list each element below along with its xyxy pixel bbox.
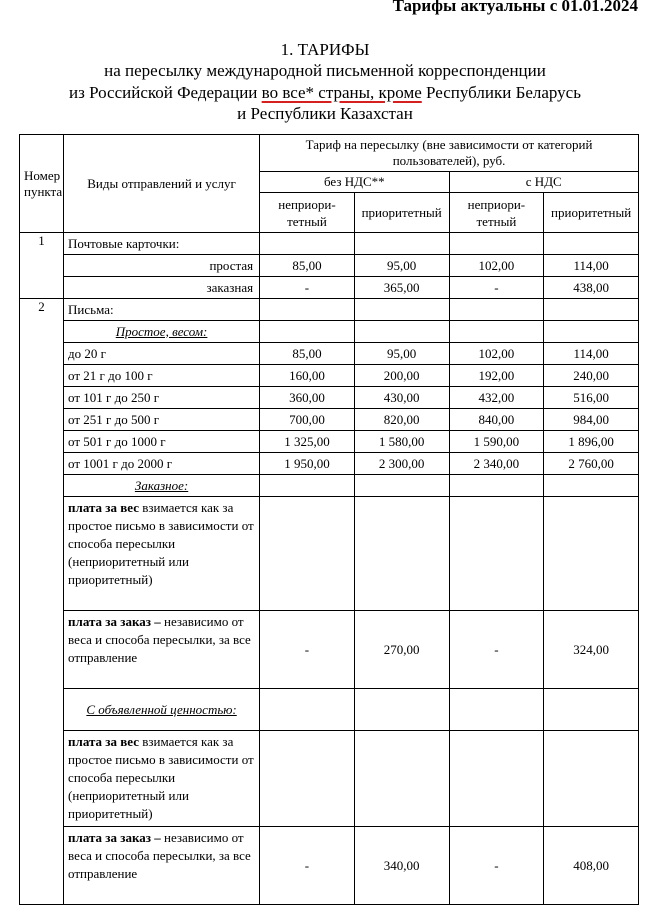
- table-row: [20, 255, 639, 277]
- section-title: 1. ТАРИФЫ: [280, 40, 370, 59]
- table-row: [20, 453, 639, 475]
- cell-value: 984,00: [544, 409, 639, 431]
- cell-value: 438,00: [544, 277, 639, 299]
- cell-value: 324,00: [544, 611, 639, 689]
- cell-value: 430,00: [354, 387, 449, 409]
- row-number: 2: [20, 299, 64, 905]
- table-row: [20, 611, 639, 689]
- table-row: [20, 233, 639, 255]
- row-label: простая: [64, 255, 260, 277]
- cell-value: 2 300,00: [354, 453, 449, 475]
- cell-value: 432,00: [449, 387, 544, 409]
- row-label: от 251 г до 500 г: [64, 409, 260, 431]
- row-description: плата за вес взимается как за простое письмо в зависимости от способа пересылки (неприоритетный или приоритетный): [64, 497, 260, 611]
- tariff-table: [19, 134, 639, 905]
- header-tariff: Тариф на пересылку (вне зависимости от категорий пользователей), руб.: [260, 135, 639, 172]
- table-row: [20, 343, 639, 365]
- cell-value: 95,00: [354, 343, 449, 365]
- cell-value: 240,00: [544, 365, 639, 387]
- cell-value: 1 950,00: [260, 453, 355, 475]
- cell-value: 408,00: [544, 827, 639, 905]
- subsection-title: Заказное:: [64, 475, 260, 497]
- row-label: до 20 г: [64, 343, 260, 365]
- row-label: от 101 г до 250 г: [64, 387, 260, 409]
- cell-value: 840,00: [449, 409, 544, 431]
- cell-value: 1 896,00: [544, 431, 639, 453]
- cell-value: -: [260, 277, 355, 299]
- subsection-title: Простое, весом:: [64, 321, 260, 343]
- header-types: Виды отправлений и услуг: [64, 135, 260, 233]
- table-row: [20, 365, 639, 387]
- cell-value: 1 325,00: [260, 431, 355, 453]
- subtitle-line-3: и Республики Казахстан: [237, 104, 413, 123]
- cell-value: 516,00: [544, 387, 639, 409]
- header-nonpriority: неприори-тетный: [260, 193, 355, 233]
- cell-value: 2 340,00: [449, 453, 544, 475]
- cell-value: 95,00: [354, 255, 449, 277]
- cell-value: 85,00: [260, 255, 355, 277]
- subtitle-line-1: на пересылку международной письменной корреспонденции: [104, 61, 546, 80]
- tariff-effective-date: Тарифы актуальны с 01.01.2024: [392, 0, 638, 15]
- cell-value: 1 590,00: [449, 431, 544, 453]
- cell-value: -: [449, 827, 544, 905]
- row-description: плата за вес взимается как за простое письмо в зависимости от способа пересылки (неприоритетный или приоритетный): [64, 731, 260, 827]
- highlighted-phrase: во все* страны, кроме: [261, 83, 422, 102]
- header-priority: приоритетный: [544, 193, 639, 233]
- cell-value: 102,00: [449, 255, 544, 277]
- header-number: Номер пункта: [20, 135, 64, 233]
- table-row: [20, 387, 639, 409]
- cell-value: 340,00: [354, 827, 449, 905]
- row-description: плата за заказ – независимо от веса и способа пересылки, за все отправление: [64, 611, 260, 689]
- header-nonpriority: неприори-тетный: [449, 193, 544, 233]
- cell-value: 360,00: [260, 387, 355, 409]
- table-row: [20, 689, 639, 731]
- cell-value: 102,00: [449, 343, 544, 365]
- subtitle-line-2: из Российской Федерации во все* страны, кроме Республики Беларусь: [69, 83, 581, 102]
- table-row: [20, 299, 639, 321]
- header-without-vat: без НДС**: [260, 172, 449, 193]
- subsection-title: С объявленной ценностью:: [64, 689, 260, 731]
- cell-value: -: [449, 611, 544, 689]
- row-label: заказная: [64, 277, 260, 299]
- table-row: [20, 409, 639, 431]
- row-description: плата за заказ – независимо от веса и способа пересылки, за все отправление: [64, 827, 260, 905]
- cell-value: 700,00: [260, 409, 355, 431]
- cell-value: 270,00: [354, 611, 449, 689]
- row-label: от 21 г до 100 г: [64, 365, 260, 387]
- row-title: Письма:: [64, 299, 260, 321]
- cell-value: 2 760,00: [544, 453, 639, 475]
- cell-value: -: [260, 611, 355, 689]
- cell-value: 192,00: [449, 365, 544, 387]
- cell-value: 200,00: [354, 365, 449, 387]
- row-label: от 501 г до 1000 г: [64, 431, 260, 453]
- cell-value: 820,00: [354, 409, 449, 431]
- table-row: [20, 497, 639, 611]
- table-row: [20, 731, 639, 827]
- cell-value: 85,00: [260, 343, 355, 365]
- cell-value: 160,00: [260, 365, 355, 387]
- table-row: [20, 431, 639, 453]
- cell-value: 365,00: [354, 277, 449, 299]
- row-number: 1: [20, 233, 64, 299]
- cell-value: 114,00: [544, 255, 639, 277]
- cell-value: 114,00: [544, 343, 639, 365]
- table-row: [20, 827, 639, 905]
- table-row: [20, 277, 639, 299]
- row-label: от 1001 г до 2000 г: [64, 453, 260, 475]
- header-priority: приоритетный: [354, 193, 449, 233]
- table-row: [20, 475, 639, 497]
- cell-value: -: [449, 277, 544, 299]
- cell-value: 1 580,00: [354, 431, 449, 453]
- cell-value: -: [260, 827, 355, 905]
- table-row: [20, 321, 639, 343]
- row-title: Почтовые карточки:: [64, 233, 260, 255]
- header-with-vat: с НДС: [449, 172, 638, 193]
